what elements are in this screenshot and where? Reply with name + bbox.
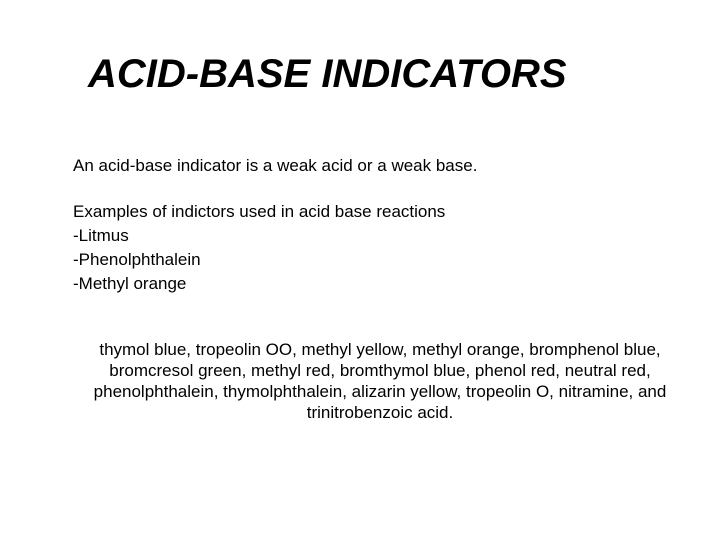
example-item-methyl-orange: -Methyl orange <box>73 274 187 293</box>
example-item-litmus: -Litmus <box>73 226 129 245</box>
body-text-block <box>73 154 673 296</box>
slide-title: ACID-BASE INDICATORS <box>88 52 567 96</box>
example-item-phenolphthalein: -Phenolphthalein <box>73 250 201 269</box>
definition-text: An acid-base indicator is a weak acid or a weak base. <box>73 156 478 175</box>
spacer <box>73 178 673 200</box>
examples-heading: Examples of indictors used in acid base reactions <box>73 202 446 221</box>
indicator-list-paragraph: thymol blue, tropeolin OO, methyl yellow, methyl orange, bromphenol blue, bromcresol green, methyl red, bromthymol blue, phenol red, neutral red, phenolphthalein, thymolphthalein, alizarin yellow, tropeolin O, nitramine, and trinitrobenzoic acid. <box>93 340 667 422</box>
